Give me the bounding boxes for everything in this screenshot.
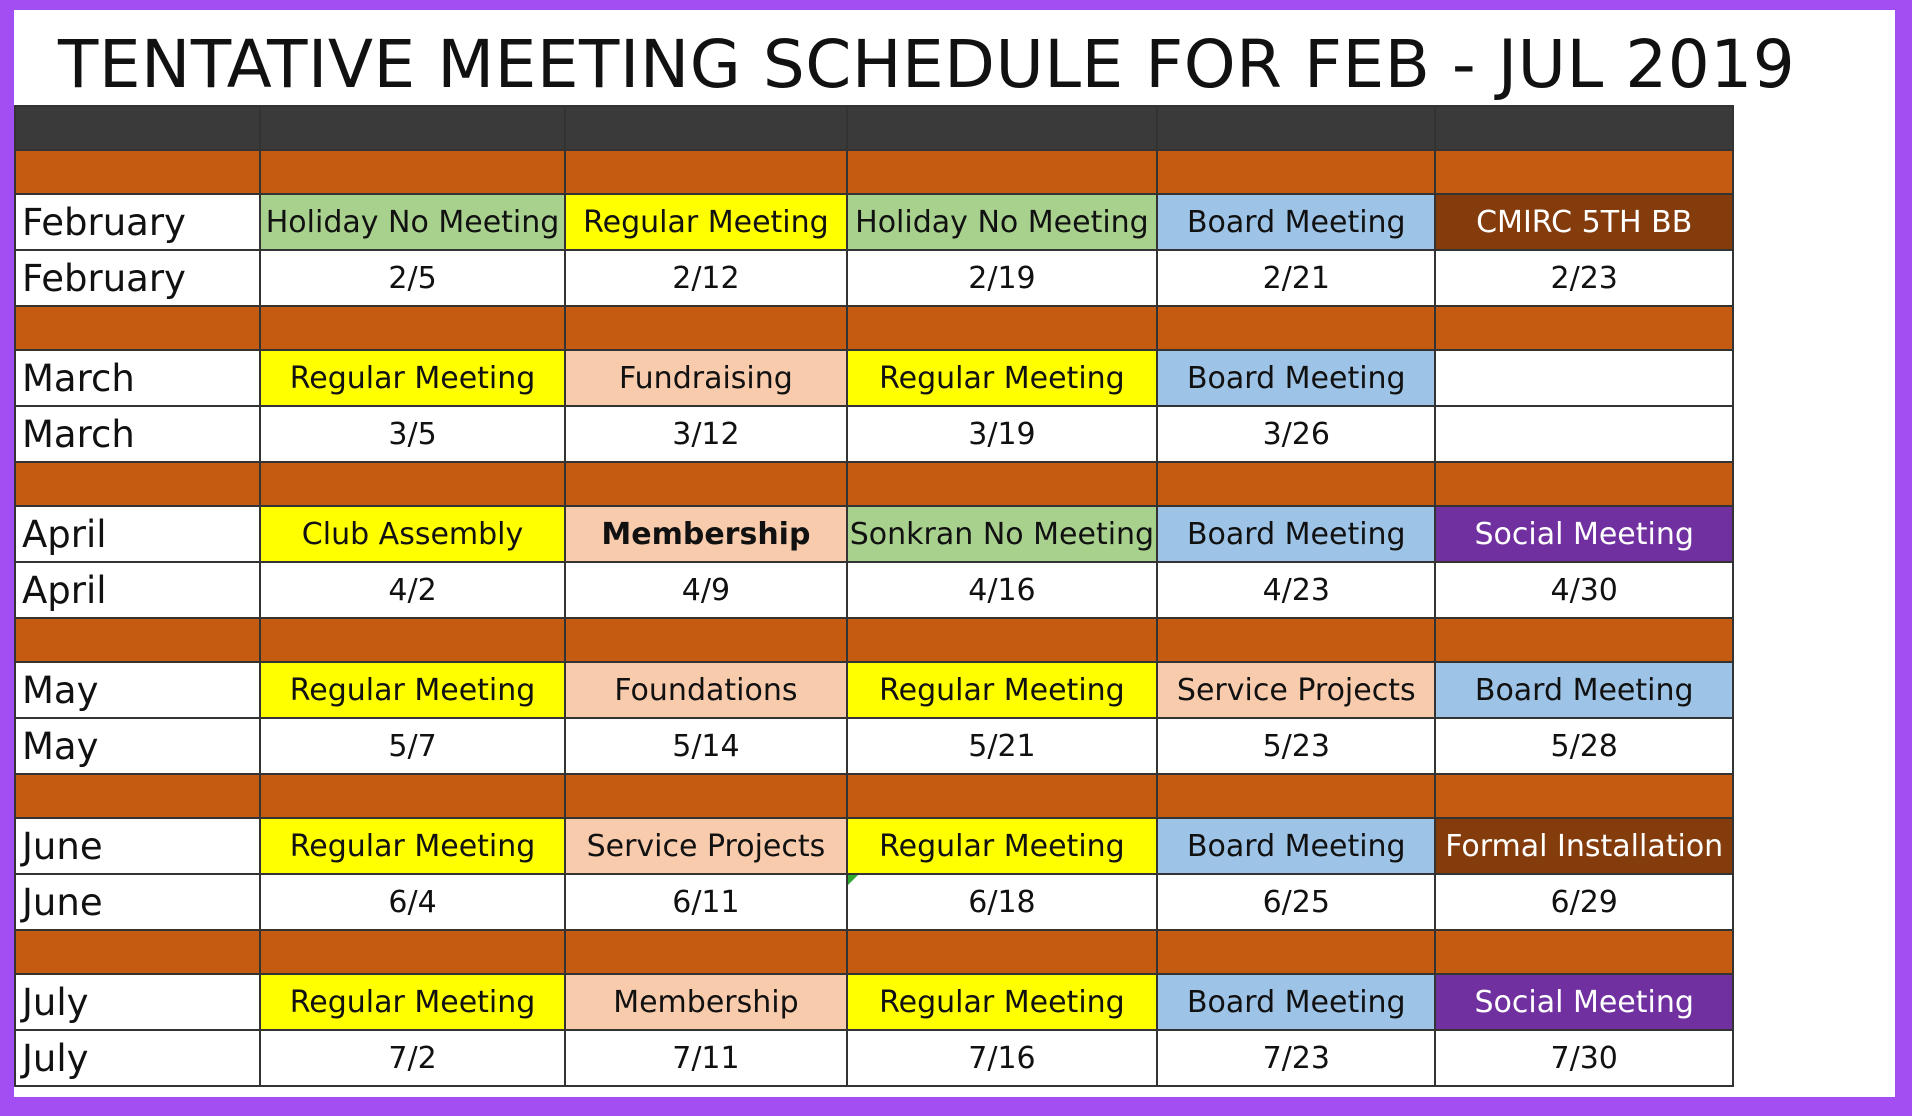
date-cell[interactable]: 7/30 xyxy=(1435,1030,1732,1086)
separator-cell[interactable] xyxy=(15,930,260,974)
separator-cell[interactable] xyxy=(260,930,565,974)
event-cell[interactable]: Regular Meeting xyxy=(565,194,847,250)
separator-cell[interactable] xyxy=(260,150,565,194)
event-cell[interactable]: Board Meeting xyxy=(1157,194,1435,250)
separator-cell[interactable] xyxy=(847,150,1157,194)
event-cell[interactable]: Regular Meeting xyxy=(260,662,565,718)
separator-cell[interactable] xyxy=(1157,462,1435,506)
header-cell[interactable] xyxy=(15,106,260,150)
date-cell[interactable]: 2/21 xyxy=(1157,250,1435,306)
event-cell[interactable]: Fundraising xyxy=(565,350,847,406)
separator-cell[interactable] xyxy=(260,306,565,350)
date-cell[interactable]: 7/16 xyxy=(847,1030,1157,1086)
date-cell[interactable]: 6/29 xyxy=(1435,874,1732,930)
date-cell[interactable]: 3/26 xyxy=(1157,406,1435,462)
separator-cell[interactable] xyxy=(1435,774,1732,818)
event-cell[interactable]: Club Assembly xyxy=(260,506,565,562)
month-label[interactable]: June xyxy=(15,874,260,930)
comment-indicator-icon xyxy=(848,875,858,885)
date-cell[interactable]: 2/23 xyxy=(1435,250,1732,306)
date-cell[interactable]: 7/23 xyxy=(1157,1030,1435,1086)
date-cell[interactable]: 3/19 xyxy=(847,406,1157,462)
separator-cell[interactable] xyxy=(1157,930,1435,974)
separator-cell[interactable] xyxy=(565,618,847,662)
separator-cell[interactable] xyxy=(260,774,565,818)
event-cell[interactable]: Regular Meeting xyxy=(260,818,565,874)
date-cell[interactable]: 6/18 xyxy=(847,874,1157,930)
separator-cell[interactable] xyxy=(15,150,260,194)
date-cell[interactable]: 5/14 xyxy=(565,718,847,774)
event-cell[interactable]: Holiday No Meeting xyxy=(260,194,565,250)
month-label[interactable]: May xyxy=(15,662,260,718)
separator-cell[interactable] xyxy=(15,618,260,662)
month-label[interactable]: July xyxy=(15,1030,260,1086)
header-cell[interactable] xyxy=(260,106,565,150)
date-cell[interactable]: 3/12 xyxy=(565,406,847,462)
schedule-table xyxy=(14,105,1895,1087)
date-cell[interactable]: 4/23 xyxy=(1157,562,1435,618)
separator-cell[interactable] xyxy=(260,618,565,662)
separator-cell[interactable] xyxy=(565,462,847,506)
date-cell[interactable]: 3/5 xyxy=(260,406,565,462)
header-cell[interactable] xyxy=(1157,106,1435,150)
date-cell[interactable] xyxy=(1435,406,1732,462)
event-cell[interactable]: Social Meeting xyxy=(1435,506,1732,562)
date-row-april xyxy=(15,562,1894,618)
month-label[interactable]: May xyxy=(15,718,260,774)
month-label[interactable]: July xyxy=(15,974,260,1030)
event-cell[interactable]: Regular Meeting xyxy=(847,974,1157,1030)
event-cell[interactable]: Sonkran No Meeting xyxy=(847,506,1157,562)
event-row-april xyxy=(15,506,1894,562)
month-label[interactable]: March xyxy=(15,350,260,406)
event-cell[interactable]: Board Meeting xyxy=(1157,818,1435,874)
event-cell[interactable]: Regular Meeting xyxy=(847,350,1157,406)
event-cell[interactable]: Social Meeting xyxy=(1435,974,1732,1030)
spreadsheet-sheet xyxy=(14,10,1895,1097)
separator-cell[interactable] xyxy=(847,774,1157,818)
event-cell[interactable]: Regular Meeting xyxy=(847,818,1157,874)
date-cell[interactable]: 7/2 xyxy=(260,1030,565,1086)
separator-cell[interactable] xyxy=(565,774,847,818)
separator-cell[interactable] xyxy=(847,930,1157,974)
separator-row xyxy=(15,462,1894,506)
header-cell[interactable] xyxy=(1435,106,1732,150)
separator-row xyxy=(15,774,1894,818)
separator-cell[interactable] xyxy=(1435,306,1732,350)
event-cell[interactable] xyxy=(1435,350,1732,406)
month-label[interactable]: June xyxy=(15,818,260,874)
separator-cell[interactable] xyxy=(847,618,1157,662)
separator-cell[interactable] xyxy=(15,306,260,350)
event-cell[interactable]: Membership xyxy=(565,506,847,562)
date-row-may xyxy=(15,718,1894,774)
date-cell[interactable]: 5/28 xyxy=(1435,718,1732,774)
event-cell[interactable]: CMIRC 5TH BB xyxy=(1435,194,1732,250)
event-row-february xyxy=(15,194,1894,250)
date-cell[interactable]: 2/5 xyxy=(260,250,565,306)
event-row-june xyxy=(15,818,1894,874)
separator-row xyxy=(15,150,1894,194)
separator-cell[interactable] xyxy=(847,462,1157,506)
separator-cell[interactable] xyxy=(565,306,847,350)
event-cell[interactable]: Service Projects xyxy=(1157,662,1435,718)
event-row-july xyxy=(15,974,1894,1030)
month-label[interactable]: March xyxy=(15,406,260,462)
event-cell[interactable]: Membership xyxy=(565,974,847,1030)
date-cell[interactable]: 4/16 xyxy=(847,562,1157,618)
event-cell[interactable]: Board Meeting xyxy=(1435,662,1732,718)
date-cell[interactable]: 6/4 xyxy=(260,874,565,930)
separator-cell[interactable] xyxy=(1157,774,1435,818)
separator-cell[interactable] xyxy=(565,930,847,974)
date-row-february xyxy=(15,250,1894,306)
event-cell[interactable]: Foundations xyxy=(565,662,847,718)
separator-cell[interactable] xyxy=(1157,150,1435,194)
event-cell[interactable]: Regular Meeting xyxy=(260,974,565,1030)
separator-cell[interactable] xyxy=(847,306,1157,350)
date-row-june xyxy=(15,874,1894,930)
month-label[interactable]: February xyxy=(15,194,260,250)
event-cell[interactable]: Regular Meeting xyxy=(847,662,1157,718)
header-cell[interactable] xyxy=(565,106,847,150)
date-cell[interactable]: 4/9 xyxy=(565,562,847,618)
event-cell[interactable]: Board Meeting xyxy=(1157,974,1435,1030)
event-cell[interactable]: Board Meeting xyxy=(1157,506,1435,562)
page-title: TENTATIVE MEETING SCHEDULE FOR FEB - JUL 2019 xyxy=(58,26,1796,103)
separator-cell[interactable] xyxy=(1435,150,1732,194)
event-cell[interactable]: Formal Installation xyxy=(1435,818,1732,874)
separator-cell[interactable] xyxy=(1435,618,1732,662)
month-label[interactable]: April xyxy=(15,562,260,618)
event-row-may xyxy=(15,662,1894,718)
schedule-body xyxy=(15,106,1894,1086)
separator-row xyxy=(15,930,1894,974)
separator-cell[interactable] xyxy=(260,462,565,506)
event-cell[interactable]: Board Meeting xyxy=(1157,350,1435,406)
separator-cell[interactable] xyxy=(565,150,847,194)
event-row-march xyxy=(15,350,1894,406)
separator-row xyxy=(15,306,1894,350)
date-cell[interactable]: 6/25 xyxy=(1157,874,1435,930)
date-cell[interactable]: 4/30 xyxy=(1435,562,1732,618)
month-label[interactable]: February xyxy=(15,250,260,306)
separator-cell[interactable] xyxy=(1157,306,1435,350)
event-cell[interactable]: Service Projects xyxy=(565,818,847,874)
separator-cell[interactable] xyxy=(1435,462,1732,506)
date-row-july xyxy=(15,1030,1894,1086)
date-cell[interactable]: 6/11 xyxy=(565,874,847,930)
date-cell[interactable]: 5/21 xyxy=(847,718,1157,774)
separator-cell[interactable] xyxy=(15,462,260,506)
header-cell[interactable] xyxy=(847,106,1157,150)
separator-row xyxy=(15,618,1894,662)
date-cell[interactable]: 2/19 xyxy=(847,250,1157,306)
separator-cell[interactable] xyxy=(15,774,260,818)
date-cell[interactable]: 4/2 xyxy=(260,562,565,618)
separator-cell[interactable] xyxy=(1435,930,1732,974)
event-cell[interactable]: Holiday No Meeting xyxy=(847,194,1157,250)
date-cell[interactable]: 7/11 xyxy=(565,1030,847,1086)
date-cell[interactable]: 2/12 xyxy=(565,250,847,306)
event-cell[interactable]: Regular Meeting xyxy=(260,350,565,406)
date-row-march xyxy=(15,406,1894,462)
date-cell[interactable]: 5/7 xyxy=(260,718,565,774)
date-cell[interactable]: 5/23 xyxy=(1157,718,1435,774)
separator-cell[interactable] xyxy=(1157,618,1435,662)
header-row xyxy=(15,106,1894,150)
month-label[interactable]: April xyxy=(15,506,260,562)
